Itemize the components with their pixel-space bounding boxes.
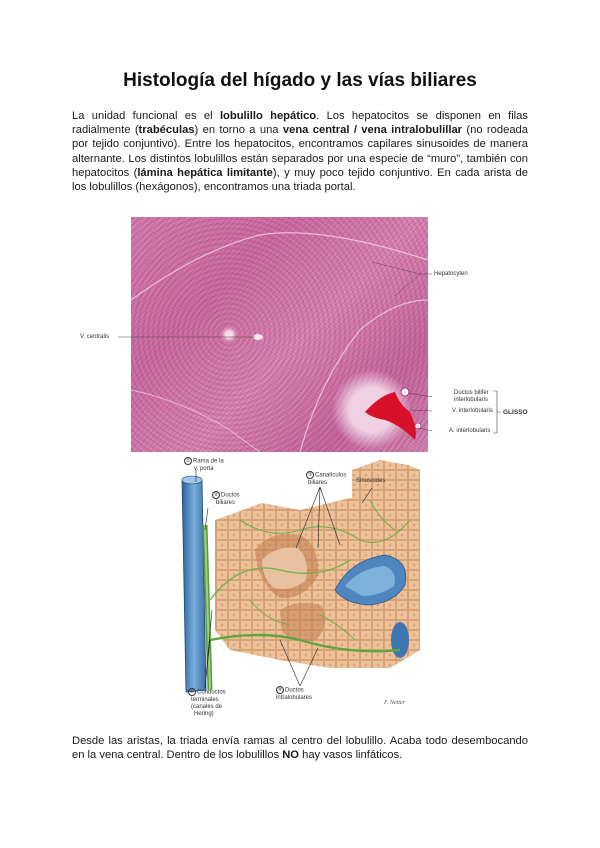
label-line: (canales de <box>191 703 223 710</box>
label-number: ① <box>185 458 191 464</box>
sinusoid-vessel <box>391 622 409 658</box>
sinusoid-space <box>280 603 325 642</box>
leader-line <box>418 428 432 431</box>
bold-term: vena central / vena intralobulillar <box>282 124 463 137</box>
label-line: biliares <box>308 479 328 486</box>
bile-duct <box>401 388 409 396</box>
label-bile-duct-line2: interlobularis <box>454 397 489 403</box>
label-number: ⑤ <box>189 689 195 695</box>
label-line: Ductos <box>221 492 240 499</box>
bold-term: lobulillo hepático <box>219 110 317 122</box>
leader-line <box>410 410 432 411</box>
label-line: intralobulares <box>276 694 313 701</box>
text-run: Desde las aristas, la triada envía ramas al centro del lobulillo. Acaba todo desembocando en la vena central. Dentro de los lobulillos <box>72 735 528 762</box>
page-title: Histología del hígado y las vías biliares <box>123 70 477 91</box>
bold-term: NO <box>282 749 299 762</box>
label-line: Rama de la <box>193 458 224 465</box>
label-number: ④ <box>277 687 283 693</box>
leader-line <box>408 393 432 397</box>
label-bile-duct-line1: Ductus bilifer <box>454 390 489 396</box>
portal-vein-branch <box>182 480 206 692</box>
label-line: Ductos <box>285 687 304 694</box>
label-line: Canalículos <box>315 472 347 479</box>
label-portal-vein <box>184 457 224 473</box>
text-run: ) en torno a una <box>194 124 283 137</box>
text-run: hay vasos linfáticos. <box>298 749 403 762</box>
closing-paragraph <box>72 734 528 762</box>
interlobular-vein <box>365 392 416 440</box>
netter-signature: F. Netter <box>384 700 405 706</box>
label-line: terminales <box>191 696 219 703</box>
label-bile-canaliculi <box>306 471 346 487</box>
label-terminal-ducts <box>188 688 226 718</box>
label-number: ② <box>213 492 219 498</box>
glisson-bracket <box>493 391 501 433</box>
label-line: Hering) <box>194 710 214 717</box>
lobule-boundary <box>131 390 260 452</box>
text-run: La unidad funcional es el <box>72 110 220 122</box>
label-number: ③ <box>307 472 313 478</box>
label-hepatocytes: Hepatocyten <box>434 271 468 277</box>
label-intralobular-ducts <box>276 686 312 702</box>
text-run: (no rodeada por tejido conjuntivo). Entre los hepatocitos, encontramos capilares sinusoides de manera alternante. Los distintos lobulillos están separados por una especie de “muro”, también con hepatocitos ( <box>72 124 528 179</box>
bold-term: lámina hepática limitante <box>137 166 273 179</box>
label-interlobular-vein: V. interlobularis <box>452 408 493 414</box>
text-run: ), y muy poco tejido conjuntivo. En cada arista de los lobulillos (hexágonos), encontramos una triada portal. <box>72 166 528 194</box>
bold-term: trabéculas <box>138 124 195 137</box>
text-run: . Los hepatocitos se disponen en filas radialmente ( <box>72 110 528 137</box>
label-bile-ducts <box>212 491 240 507</box>
label-sinusoids: Sinusoides <box>356 478 386 484</box>
label-bile-duct <box>454 390 489 404</box>
portal-vein-opening <box>182 476 202 484</box>
lobule-boundary <box>131 233 428 300</box>
label-glisson: GLISSO <box>503 409 528 416</box>
label-interlobular-artery: A. interlobularis <box>449 428 491 434</box>
label-line: Conductos <box>197 689 226 696</box>
label-central-vein: V. centralis <box>80 334 110 340</box>
label-line: v. porta <box>194 465 214 472</box>
leader-line <box>372 262 420 296</box>
label-line: biliares <box>216 499 236 506</box>
